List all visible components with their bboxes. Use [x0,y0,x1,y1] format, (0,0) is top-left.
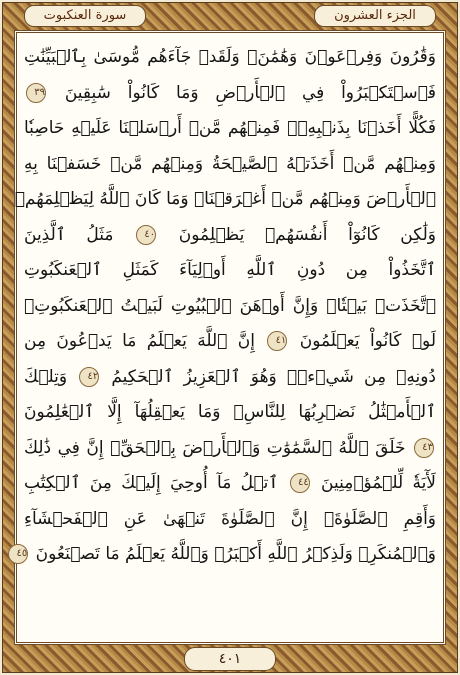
line-text: فَكُلًّا أَخَذۡنَا بِذَنۢبِهِۦۖ فَمِنۡهُم مَّنۡ أَرۡسَلۡنَا عَلَيۡهِ حَاصِبٗا [24,118,436,138]
ayah-number-marker: ٤٢ [79,367,99,387]
line-text: وَقَٰرُونَ وَفِرۡعَوۡنَ وَهَٰمَٰنَۖ وَلَقَدۡ جَآءَهُم مُّوسَىٰ بِٱلۡبَيِّنَٰتِ [24,47,436,67]
surah-name: سورة العنكبوت [24,5,146,27]
line-text-continued: ٱتۡلُ مَآ أُوحِيَ إِلَيۡكَ مِنَ ٱلۡكِتَٰبِ [24,473,279,493]
line-text-continued: مَثَلُ ٱلَّذِينَ [24,224,114,245]
line-text: لَأٓيَةٗ لِّلۡمُؤۡمِنِينَ [321,473,436,493]
text-line [24,431,436,467]
text-line [24,111,436,147]
ayah-number-marker: ٤٥ [8,544,28,564]
page-header [18,5,442,27]
line-text: فَٱسۡتَكۡبَرُواْ فِي ٱلۡأَرۡضِ وَمَا كَانُواْ سَٰبِقِينَ [64,82,437,103]
line-text: ٱتَّخَذُواْ مِن دُونِ ٱللَّهِ أَوۡلِيَآءَ كَمَثَلِ ٱلۡعَنكَبُوتِ [24,260,436,280]
ayah-number-marker: ٣٩ [26,83,46,103]
text-line [24,466,436,502]
line-text: ٱلۡأَمۡثَٰلُ نَضۡرِبُهَا لِلنَّاسِۖ وَمَا يَعۡقِلُهَآ إِلَّا ٱلۡعَٰلِمُونَ [24,402,436,422]
line-text: ٱلۡأَرۡضَ وَمِنۡهُم مَّنۡ أَغۡرَقۡنَاۚ وَمَا كَانَ ٱللَّهُ لِيَظۡلِمَهُمۡ [14,189,436,209]
ayah-number-marker: ٤١ [267,331,287,351]
text-line [24,40,436,76]
text-line [24,253,436,289]
ayah-number-marker: ٤٤ [290,473,310,493]
line-text: لَوۡ كَانُواْ يَعۡلَمُونَ [299,331,436,351]
text-line [14,182,436,218]
line-text: دُونِهِۦ مِن شَيۡءٖۚ وَهُوَ ٱلۡعَزِيزُ ٱلۡحَكِيمُ [111,366,436,387]
page-number: ٤٠١ [184,647,276,671]
text-line [24,76,436,112]
text-line [24,218,436,254]
line-text-continued: خَلَقَ ٱللَّهُ ٱلسَّمَٰوَٰتِ وَٱلۡأَرۡضَ بِٱلۡحَقِّۚ إِنَّ فِي ذَٰلِكَ [24,437,406,458]
text-line [24,289,436,325]
line-text: وَمِنۡهُم مَّنۡ أَخَذَتۡهُ ٱلصَّيۡحَةُ وَمِنۡهُم مَّنۡ خَسَفۡنَا بِهِ [24,153,436,174]
line-text: وَأَقِمِ ٱلصَّلَوٰةَۖ إِنَّ ٱلصَّلَوٰةَ تَنۡهَىٰ عَنِ ٱلۡفَحۡشَآءِ [24,508,436,529]
text-line [24,324,436,360]
text-line [16,537,436,573]
text-line [24,147,436,183]
ayah-number-marker: ٤٠ [136,225,156,245]
line-text-continued: وَتِلۡكَ [24,366,68,387]
text-line [24,502,436,538]
line-text: ٱتَّخَذَتۡ بَيۡتٗاۖ وَإِنَّ أَوۡهَنَ ٱلۡبُيُوتِ لَبَيۡتُ ٱلۡعَنكَبُوتِۚ [24,295,436,316]
text-line [24,360,436,396]
quran-text-block [14,40,437,573]
text-line [24,395,436,431]
line-text-continued: إِنَّ ٱللَّهَ يَعۡلَمُ مَا يَدۡعُونَ مِن [24,331,255,351]
line-text: وَلَٰكِن كَانُوٓاْ أَنفُسَهُمۡ يَظۡلِمُونَ [178,224,436,245]
line-text: وَٱلۡمُنكَرِۗ وَلَذِكۡرُ ٱللَّهِ أَكۡبَرُۗ وَٱللَّهُ يَعۡلَمُ مَا تَصۡنَعُونَ [35,544,436,564]
ayah-number-marker: ٤٣ [414,438,434,458]
juz-name: الجزء العشرون [314,5,436,27]
